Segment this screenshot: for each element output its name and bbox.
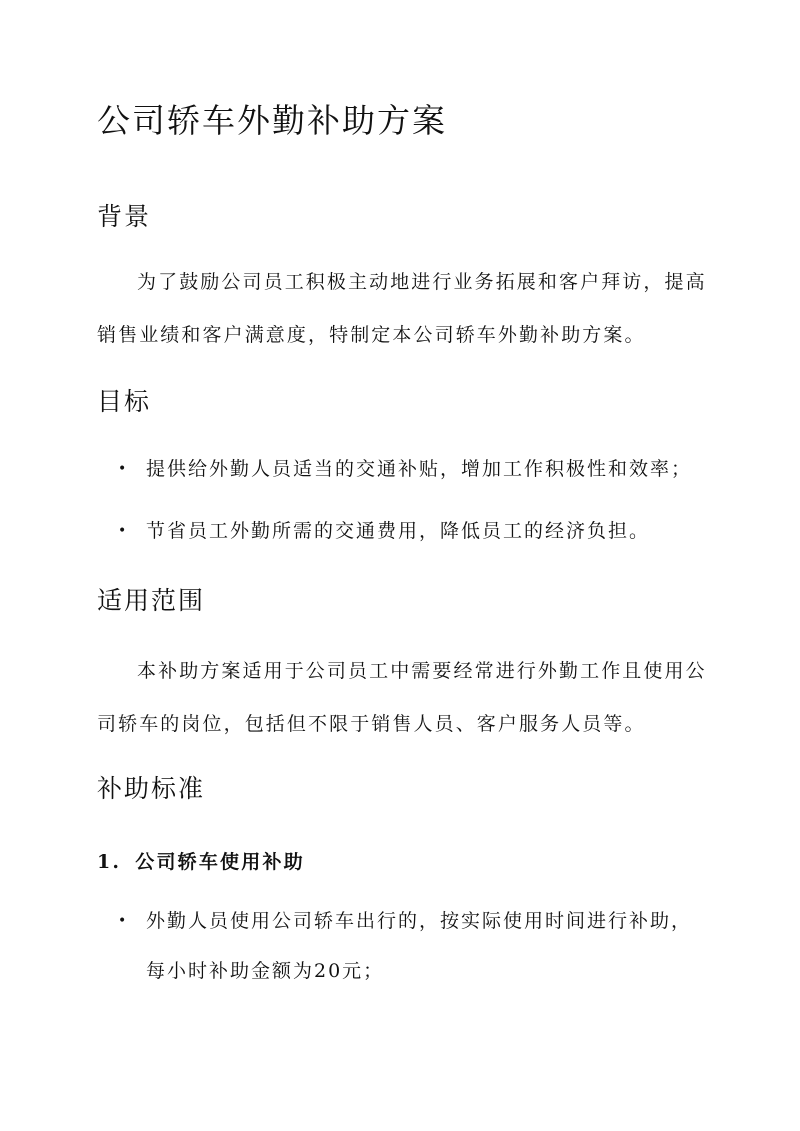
- subsection-heading-car-usage: [97, 847, 305, 874]
- standard-item-continuation: 每小时补助金额为20元；: [146, 960, 385, 982]
- section-heading-goals: 目标: [97, 387, 152, 416]
- goal-item-text: 节省员工外勤所需的交通费用，降低员工的经济负担。: [146, 520, 651, 542]
- bullet-icon: •: [118, 461, 129, 477]
- document-title: 公司轿车外勤补助方案: [97, 101, 447, 140]
- section-heading-standard: 补助标准: [97, 774, 206, 803]
- subsection-number: 1.: [97, 851, 122, 873]
- bullet-icon: •: [118, 913, 129, 929]
- subsection-title: 公司轿车使用补助: [135, 851, 305, 873]
- standard-item-text: 外勤人员使用公司轿车出行的，按实际使用时间进行补助，: [146, 910, 693, 932]
- section-heading-background: 背景: [97, 202, 152, 231]
- section-heading-scope: 适用范围: [97, 586, 206, 615]
- goal-item-text: 提供给外勤人员适当的交通补贴，增加工作积极性和效率；: [146, 458, 693, 480]
- standard-list-item: [118, 895, 708, 948]
- goal-list-item: [118, 443, 708, 496]
- background-paragraph: 为了鼓励公司员工积极主动地进行业务拓展和客户拜访，提高销售业绩和客户满意度，特制定本公司轿车外勤补助方案。: [97, 271, 707, 346]
- bullet-icon: •: [118, 523, 129, 539]
- scope-paragraph: 本补助方案适用于公司员工中需要经常进行外勤工作且使用公司轿车的岗位，包括但不限于销售人员、客户服务人员等。: [97, 660, 707, 735]
- goal-list-item: [118, 505, 708, 558]
